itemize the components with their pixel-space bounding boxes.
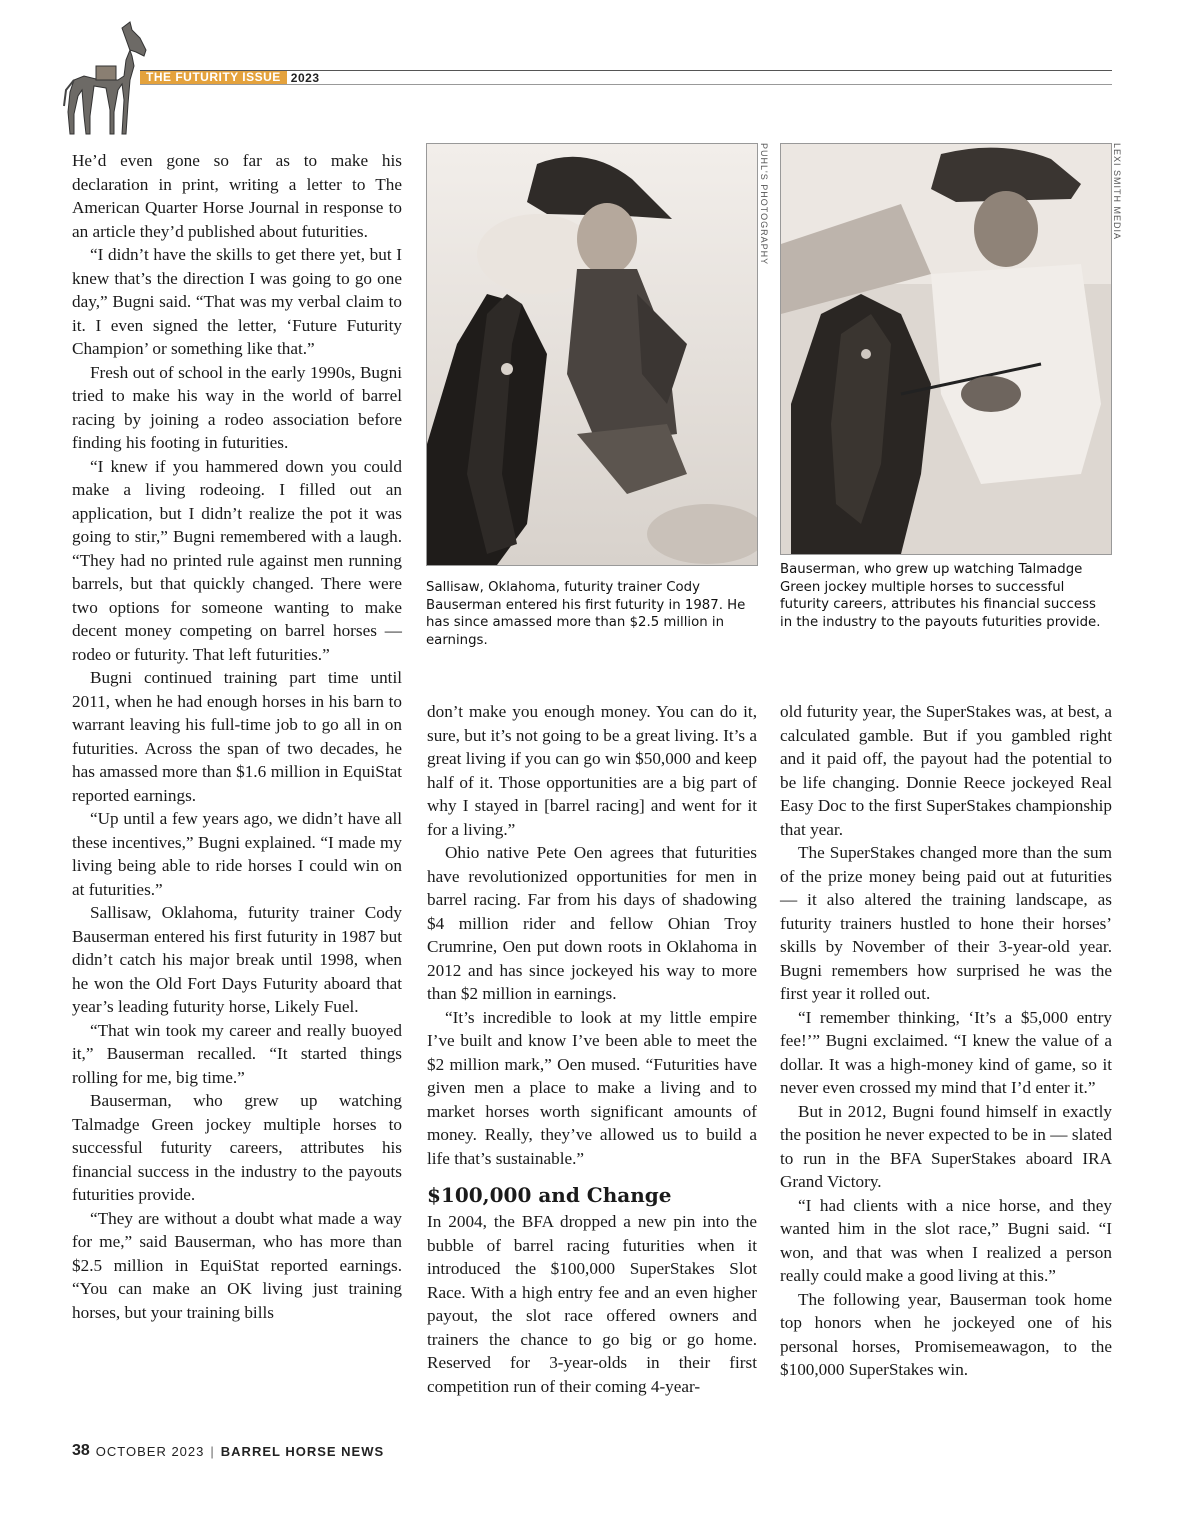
header-rule-bottom <box>140 84 1112 85</box>
photo-credit-2: LEXI SMITH MEDIA <box>1112 143 1122 241</box>
publication-name: BARREL HORSE NEWS <box>220 1443 385 1459</box>
paragraph: “Up until a few years ago, we didn’t have all these incentives,” Bugni explained. “I made my living being able to ride horses I could win on at futurities.” <box>72 809 402 899</box>
paragraph: “I didn’t have the skills to get there yet, but I knew that’s the direction I was going to go one day,” Bugni said. “That was my verbal claim to it. I even signed the letter, ‘Future Futurity Champion’ or something like that.” <box>72 245 402 358</box>
photo-credit-1: PUHL'S PHOTOGRAPHY <box>759 143 769 266</box>
paragraph: “They are without a doubt what made a way for me,” said Bauserman, who has more than $2.5 million in EquiStat reported earnings. “You can make an OK living just training horses, but your training bills <box>72 1208 402 1322</box>
page-header <box>60 20 1112 140</box>
paragraph: “I had clients with a nice horse, and they wanted him in the slot race,” Bugni said. “I won, and that was when I realized a person really could make a good living at this.” <box>780 1195 1112 1285</box>
issue-year: 2023 <box>290 70 320 85</box>
paragraph: Fresh out of school in the early 1990s, Bugni tried to make his way in the world of barrel racing by joining a rodeo association before finding his footing in futurities. <box>72 362 402 452</box>
article-column-3 <box>780 700 1112 1382</box>
issue-label: THE FUTURITY ISSUE <box>140 71 287 84</box>
page-number: 38 <box>72 1442 90 1459</box>
paragraph: Sallisaw, Oklahoma, futurity trainer Cody Bauserman entered his first futurity in 1987 but didn’t catch his major break until 1998, when he won the Old Fort Days Futurity aboard that year’s leading futurity horse, Likely Fuel. <box>72 903 402 1016</box>
article-column-2 <box>427 700 757 1398</box>
issue-date: OCTOBER 2023 <box>95 1443 205 1459</box>
rider-photo-1 <box>427 144 757 565</box>
paragraph: Bauserman, who grew up watching Talmadge Green jockey multiple horses to successful futurity careers, attributes his financial success in the industry to the payouts futurities provide. <box>72 1091 402 1204</box>
footer-separator: | <box>210 1443 215 1459</box>
paragraph: The following year, Bauserman took home top honors when he jockeyed one of his personal horses, Promisemeawagon, to the $100,000 SuperStakes win. <box>780 1289 1112 1379</box>
paragraph: Bugni continued training part time until 2011, when he had enough horses in his barn to warrant leaving his full-time job to go all in on futurities. Across the span of two decades, he has amassed more than $1.6 million in EquiStat reported earnings. <box>72 668 402 805</box>
paragraph: In 2004, the BFA dropped a new pin into the bubble of barrel racing futurities when it introduced the $100,000 SuperStakes Slot Race. With a high entry fee and an even higher payout, the slot race offered owners and trainers the chance to go big or go home. Reserved for 3-year-olds in their first competition run of their coming 4-year- <box>427 1212 757 1396</box>
photo-caption-2: Bauserman, who grew up watching Talmadge Green jockey multiple horses to successful futurity careers, attributes his financial success in the industry to the payouts futurities provide. <box>780 562 1101 630</box>
paragraph: “I knew if you hammered down you could make a living rodeoing. I filled out an application, but I didn’t realize the pot it was going to stir,” Bugni remembered with a laugh. “They had no printed rule against men running barrels, but that quickly changed. There were two options for someone wanting to make decent money competing on barrel horses — rodeo or futurity. That left futurities.” <box>72 456 402 664</box>
photo-bauserman-2 <box>780 143 1112 555</box>
article-column-1 <box>72 149 402 1324</box>
paragraph: “That win took my career and really buoyed it,” Bauserman recalled. “It started things rolling for me, big time.” <box>72 1020 402 1087</box>
page-footer <box>72 1442 384 1460</box>
paragraph: He’d even gone so far as to make his declaration in print, writing a letter to The American Quarter Horse Journal in response to an article they’d published about futurities. <box>72 151 402 241</box>
paragraph: But in 2012, Bugni found himself in exactly the position he never expected to be in — slated to run in the BFA SuperStakes aboard IRA Grand Victory. <box>780 1101 1112 1191</box>
paragraph: “It’s incredible to look at my little empire I’ve built and know I’ve been able to meet the $2 million mark,” Oen mused. “Futurities have given men a place to make a living and to market horses worth significant amounts of money. Really, they’ve allowed us to build a life that’s sustainable.” <box>427 1007 757 1168</box>
paragraph: “I remember thinking, ‘It’s a $5,000 entry fee!’” Bugni exclaimed. “I knew the value of a dollar. It was a high-money kind of game, so it never even crossed my mind that I’d enter it.” <box>780 1007 1112 1097</box>
horse-logo <box>60 20 150 138</box>
photo-caption-1: Sallisaw, Oklahoma, futurity trainer Cody Bauserman entered his first futurity in 1987. He has since amassed more than $2.5 million in earnings. <box>426 580 746 648</box>
paragraph: old futurity year, the SuperStakes was, at best, a calculated gamble. But if you gambled right and it paid off, the payout had the potential to be life changing. Donnie Reece jockeyed Real Easy Doc to the first SuperStakes championship that year. <box>780 702 1112 839</box>
header-tag <box>140 71 320 84</box>
paragraph: Ohio native Pete Oen agrees that futurities have revolutionized opportunities for men in barrel racing. Far from his days of shadowing $4 million rider and fellow Ohian Troy Crumrine, Oen put down roots in Oklahoma in 2012 and has since jockeyed his way to more than $2 million in earnings. <box>427 843 757 1003</box>
rider-photo-2 <box>781 144 1111 554</box>
section-subhead: $100,000 and Change <box>427 1183 672 1207</box>
photo-bauserman-1 <box>426 143 758 566</box>
paragraph: don’t make you enough money. You can do it, sure, but it’s not going to be a great living. It’s a great living if you can go win $50,000 and keep half of it. Those opportunities are a big part of why I stayed in [barrel racing] and went for it for a living.” <box>427 702 757 839</box>
paragraph: The SuperStakes changed more than the sum of the prize money being paid out at futurities — it also altered the training landscape, as futurity trainers hustled to hone their horses’ skills by November of their 3-year-old year. Bugni remembers how surprised he was the first year it rolled out. <box>780 843 1112 1003</box>
